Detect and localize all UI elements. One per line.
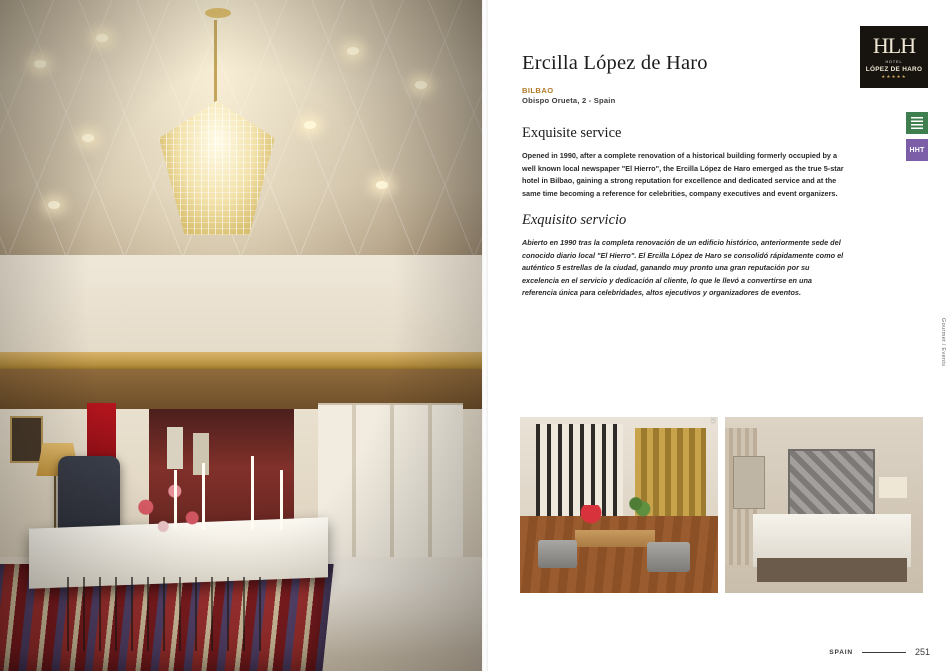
green-plant xyxy=(623,494,655,533)
restaurant-badge xyxy=(906,112,928,134)
footer-country: SPAIN xyxy=(829,648,853,656)
section-side-tab: Gourmet / Events xyxy=(940,318,946,367)
menu-lines-icon xyxy=(911,117,923,129)
spanish-heading: Exquisito servicio xyxy=(522,212,627,228)
page-number: 251 xyxy=(914,647,930,657)
red-flowers xyxy=(579,505,603,531)
right-page xyxy=(488,0,950,671)
wood-slat-screen xyxy=(536,424,623,516)
hotel-logo xyxy=(860,26,928,88)
logo-name: LÓPEZ DE HARO xyxy=(865,65,923,73)
bedside-lamp xyxy=(879,477,907,498)
hotel-city: BILBAO xyxy=(522,86,554,95)
wall-mirror xyxy=(733,456,765,509)
amenity-badges xyxy=(906,112,928,161)
tufted-headboard xyxy=(788,449,875,516)
bed-base xyxy=(757,558,907,583)
logo-stars: ★★★★★ xyxy=(881,73,907,79)
english-body: Opened in 1990, after a complete renovation of a historical building formerly occupied by a well known local newspaper "El Hierro", the Ercilla López de Haro emerged as the true 5-star hotel in Bilbao, gaining a strong reputation for excellence and dedicated service and at the same time becoming a reference for celebrities, company executives and event organizers. xyxy=(522,151,844,198)
footer-rule xyxy=(862,652,906,653)
english-heading: Exquisite service xyxy=(522,125,622,141)
grey-pouf xyxy=(538,540,578,568)
page-footer xyxy=(829,647,930,657)
photo-gallery xyxy=(520,417,923,593)
hotel-address: Obispo Orueta, 2 - Spain xyxy=(522,96,616,105)
spanish-body: Abierto en 1990 tras la completa renovación de un edificio histórico, anteriormente sede del conocido diario local "El Hierro". El Ercilla López de Haro se consolidó rápidamente como el auténtico 5 estrellas de la ciudad, ganando muy pronto una gran reputación por su excelencia en el servicio y dedicación al cliente, lo que le llevó a convertirse en una referencia única para celebridades, altos ejecutivos y organizadores de eventos. xyxy=(522,238,844,298)
hht-badge: HHT xyxy=(906,139,928,161)
lounge-photo xyxy=(520,417,718,593)
page-title: Ercilla López de Haro xyxy=(522,52,708,74)
grey-pouf xyxy=(647,542,691,572)
bedroom-photo xyxy=(725,417,923,593)
photo-number: 2 xyxy=(711,418,715,424)
logo-monogram: HLH xyxy=(872,32,916,58)
logo-kicker: HOTEL xyxy=(885,59,903,64)
